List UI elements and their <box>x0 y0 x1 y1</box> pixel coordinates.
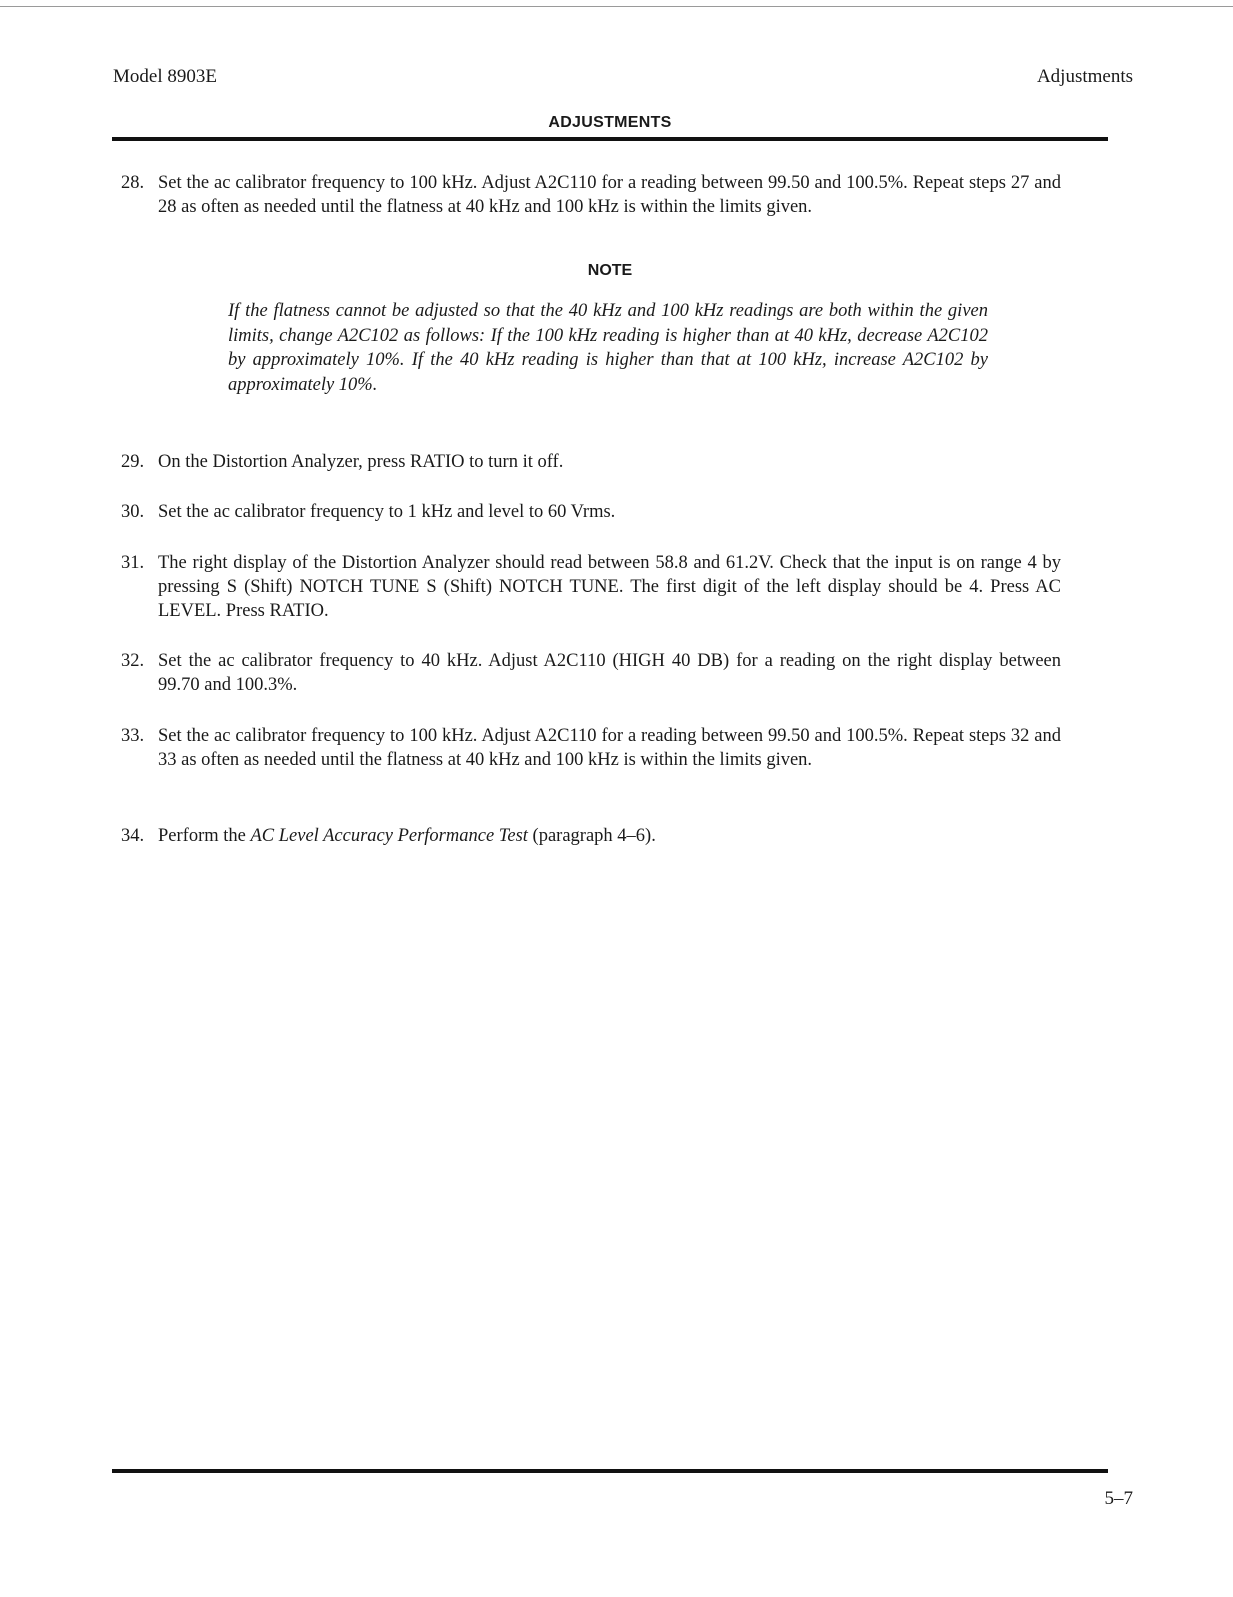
step-number: 28. <box>121 173 145 193</box>
step-number: 31. <box>121 553 145 573</box>
performance-test-reference: AC Level Accuracy Performance Test <box>250 826 528 846</box>
header-chapter: Adjustments <box>1036 66 1133 87</box>
note-title: NOTE <box>587 262 633 279</box>
header-model: Model 8903E <box>113 66 217 87</box>
step-text: Set the ac calibrator frequency to 100 kHz. Adjust A2C110 for a reading between 99.50 and 100.5%. Repeat steps 32 and 33 as often as needed until the flatness at 40 kHz and 100 kHz is within the limits given. <box>158 726 1061 770</box>
note-body: If the flatness cannot be adjusted so that the 40 kHz and 100 kHz readings are both within the given limits, change A2C102 as follows: If the 100 kHz reading is higher than at 40 kHz, decrease A2C102 by approximately 10%. If the 40 kHz reading is higher than that at 100 kHz, increase A2C102 by approximately 10%. <box>228 301 988 395</box>
step-text-before: Perform the <box>158 826 251 846</box>
step-number: 30. <box>121 502 145 522</box>
step-text <box>158 824 1061 848</box>
step-text: Set the ac calibrator frequency to 40 kHz. Adjust A2C110 (HIGH 40 DB) for a reading on the right display between 99.70 and 100.3%. <box>158 651 1061 695</box>
step-30 <box>121 500 1061 524</box>
step-text: Set the ac calibrator frequency to 100 kHz. Adjust A2C110 for a reading between 99.50 and 100.5%. Repeat steps 27 and 28 as often as needed until the flatness at 40 kHz and 100 kHz is within the limits given. <box>158 173 1061 217</box>
step-33 <box>121 724 1061 772</box>
step-text: The right display of the Distortion Analyzer should read between 58.8 and 61.2V. Check that the input is on range 4 by pressing S (Shift) NOTCH TUNE S (Shift) NOTCH TUNE. The first digit of the left display should be 4. Press AC LEVEL. Press RATIO. <box>158 553 1061 621</box>
step-text: Set the ac calibrator frequency to 1 kHz and level to 60 Vrms. <box>158 502 616 522</box>
step-31 <box>121 551 1061 623</box>
step-29 <box>121 450 1061 474</box>
step-number: 34. <box>121 826 145 846</box>
page-number: 5–7 <box>1104 1488 1133 1509</box>
header-divider <box>112 137 1108 141</box>
step-number: 32. <box>121 651 145 671</box>
footer-divider <box>112 1469 1108 1473</box>
step-text-after: (paragraph 4–6). <box>527 826 656 846</box>
top-edge-rule <box>0 6 1233 7</box>
step-32 <box>121 649 1061 697</box>
step-number: 33. <box>121 726 145 746</box>
step-28 <box>121 171 1061 219</box>
section-title: ADJUSTMENTS <box>548 114 672 131</box>
step-text: On the Distortion Analyzer, press RATIO to turn it off. <box>158 452 564 472</box>
step-34 <box>121 824 1061 848</box>
step-number: 29. <box>121 452 145 472</box>
